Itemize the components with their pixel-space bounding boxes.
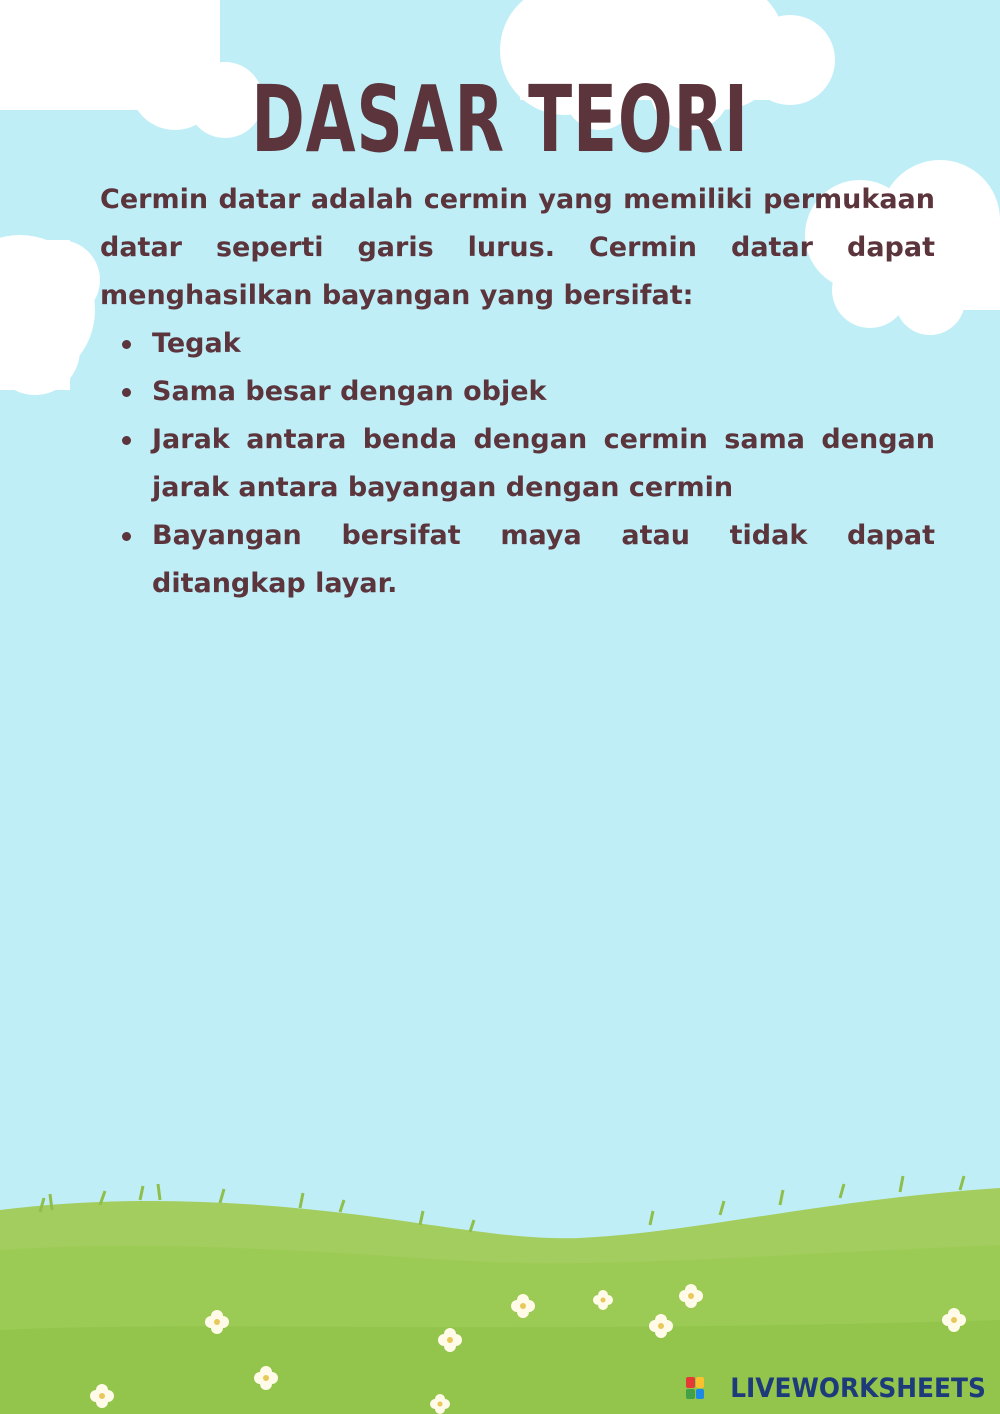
liveworksheets-brand (686, 1372, 986, 1404)
list-item-text: Jarak antara benda dengan cermin sama dengan jarak antara bayangan dengan cermin (152, 424, 935, 503)
bullet-icon (122, 388, 131, 397)
bullet-icon (122, 436, 131, 445)
properties-list (100, 320, 935, 608)
list-item-text: Bayangan bersifat maya atau tidak dapat ditangkap layar. (152, 520, 935, 599)
list-item (100, 368, 935, 416)
list-item (100, 512, 935, 608)
list-item (100, 416, 935, 512)
bullet-icon (122, 532, 131, 541)
intro-paragraph: Cermin datar adalah cermin yang memiliki permukaan datar seperti garis lurus. Cermin datar dapat menghasilkan bayangan yang bersifat: (100, 184, 935, 311)
list-item (100, 320, 935, 368)
page-title: DASAR TEORI (251, 66, 749, 173)
bullet-icon (122, 340, 131, 349)
list-item-text: Sama besar dengan objek (152, 376, 547, 407)
brand-name: LIVEWORKSHEETS (730, 1372, 986, 1404)
theory-content (100, 176, 935, 608)
list-item-text: Tegak (152, 328, 241, 359)
liveworksheets-logo-icon (686, 1377, 704, 1399)
